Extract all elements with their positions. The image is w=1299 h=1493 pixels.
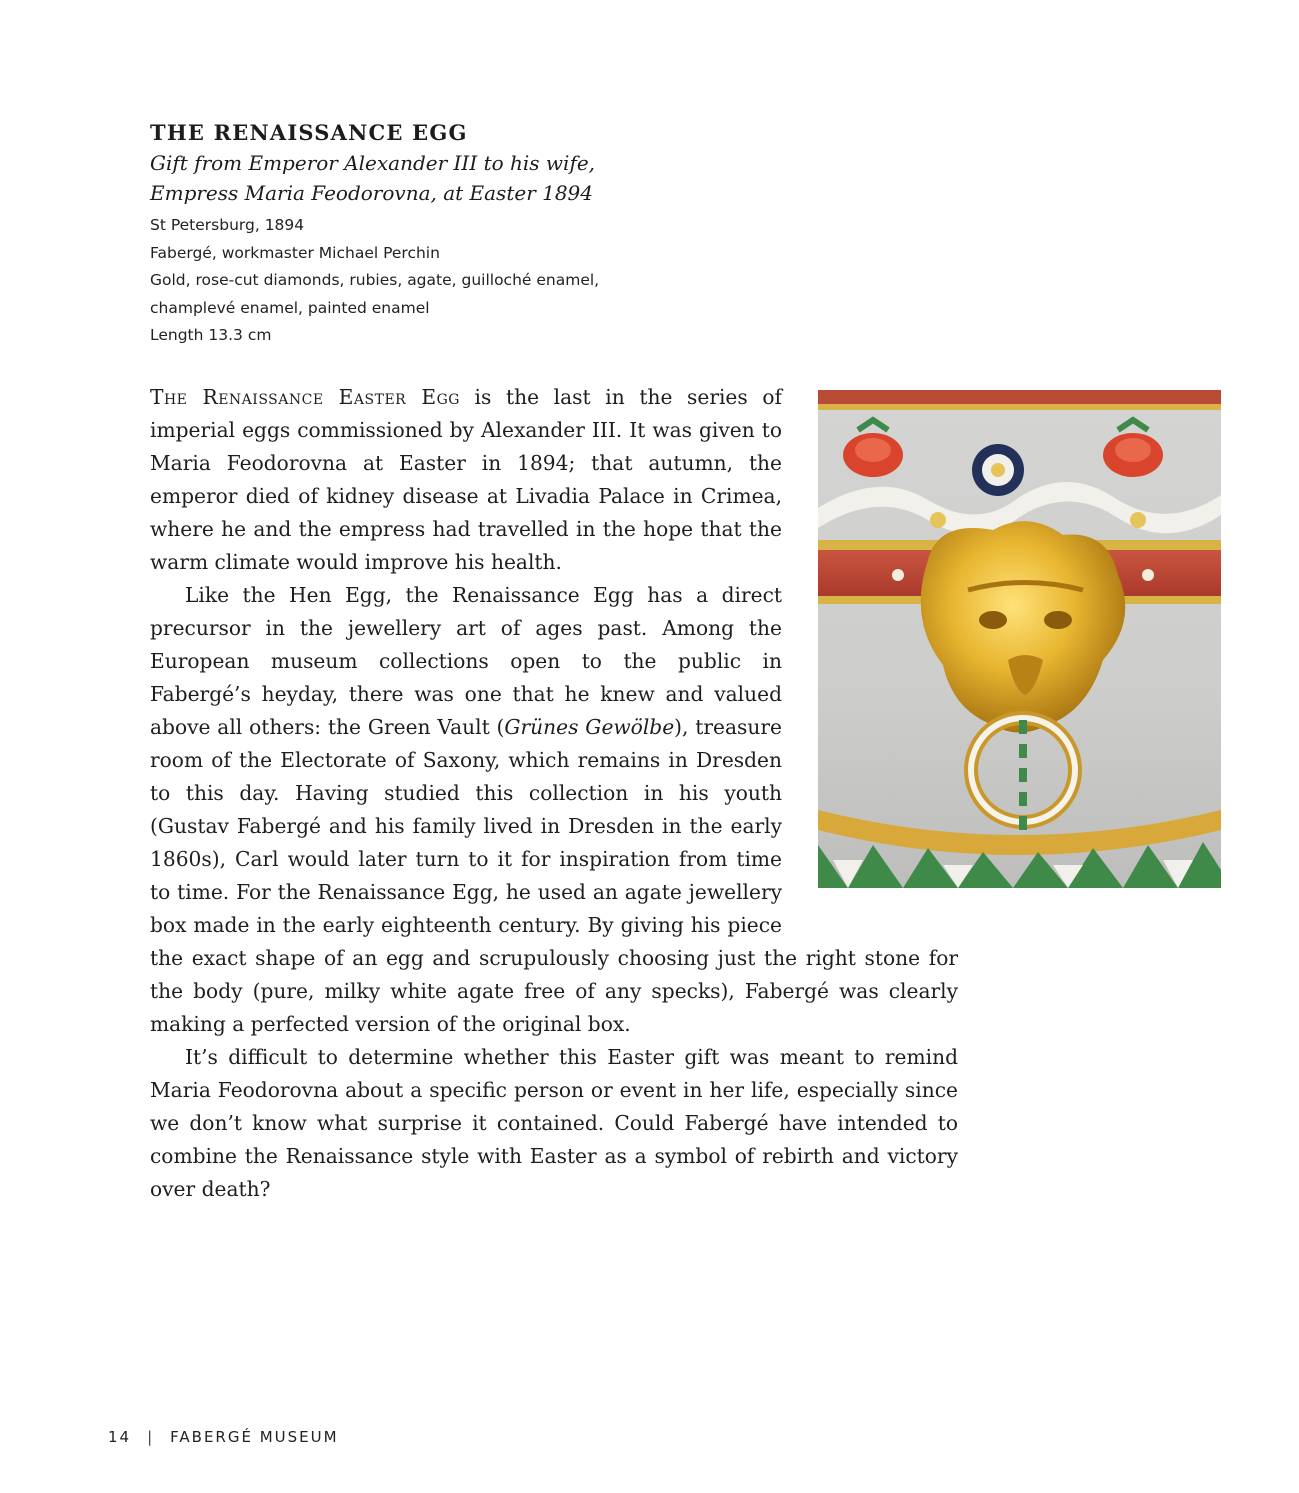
- caption-materials-line-2: champlevé enamel, painted enamel: [150, 298, 430, 317]
- paragraph-1-lead: The Renaissance Easter Egg: [150, 385, 460, 409]
- object-caption: [150, 118, 710, 350]
- footer-separator: |: [147, 1428, 155, 1446]
- paragraph-2-italic: Grünes Gewölbe: [504, 715, 675, 739]
- paragraph-3: It’s difficult to determine whether this Easter gift was meant to remind Maria Feodorovna about a specific person or event in her life, especially since we don’t know what surprise it contained. Could Fabergé have intended to combine the Renaissance style with Easter as a symbol of rebirth and victory over death?: [150, 1045, 958, 1201]
- caption-title: THE RENAISSANCE EGG: [150, 120, 468, 145]
- publication-name: FABERGÉ MUSEUM: [170, 1428, 339, 1446]
- paragraph-2-end: ), treasure room of the Electorate of Saxony, which remains in Dresden to this day. Having studied this collection in his youth (Gustav Fabergé and his family lived in Dresden in the early 1860s), Carl would later turn to it for inspiration from time to time. For the Renaissance Egg, he used an agate jewellery box made in the early eighteenth century. By giving his piece the exact shape of an egg and scrupulously choosing just the right stone for the body (pure, milky white agate free of any specks), Fabergé was clearly making a perfected version of the original box.: [150, 715, 958, 1036]
- caption-materials-line-1: Gold, rose-cut diamonds, rubies, agate, guilloché enamel,: [150, 271, 600, 289]
- page-footer: [108, 1428, 339, 1446]
- caption-subtitle-line-1: Gift from Emperor Alexander III to his wife,: [150, 151, 596, 175]
- paragraph-2-start: Like the Hen Egg, the Renaissance Egg has a direct precursor in the jewellery art of ages past. Among the European museum collections open to the public in Fabergé’s heyday, there was one that he knew and valued above all others: the Green Vault (: [150, 583, 782, 739]
- page-number: 14: [108, 1428, 132, 1446]
- caption-place-date: St Petersburg, 1894: [150, 216, 305, 234]
- caption-maker: Fabergé, workmaster Michael Perchin: [150, 243, 440, 262]
- caption-subtitle-line-2: Empress Maria Feodorovna, at Easter 1894: [150, 181, 594, 205]
- article-body: [150, 381, 958, 1206]
- caption-dimensions: Length 13.3 cm: [150, 326, 272, 344]
- paragraph-1-rest: is the last in the series of imperial eggs commissioned by Alexander III. It was given to Maria Feodorovna at Easter in 1894; that autumn, the emperor died of kidney disease at Livadia Palace in Crimea, where he and the empress had travelled in the hope that the warm climate would improve his health.: [150, 385, 782, 574]
